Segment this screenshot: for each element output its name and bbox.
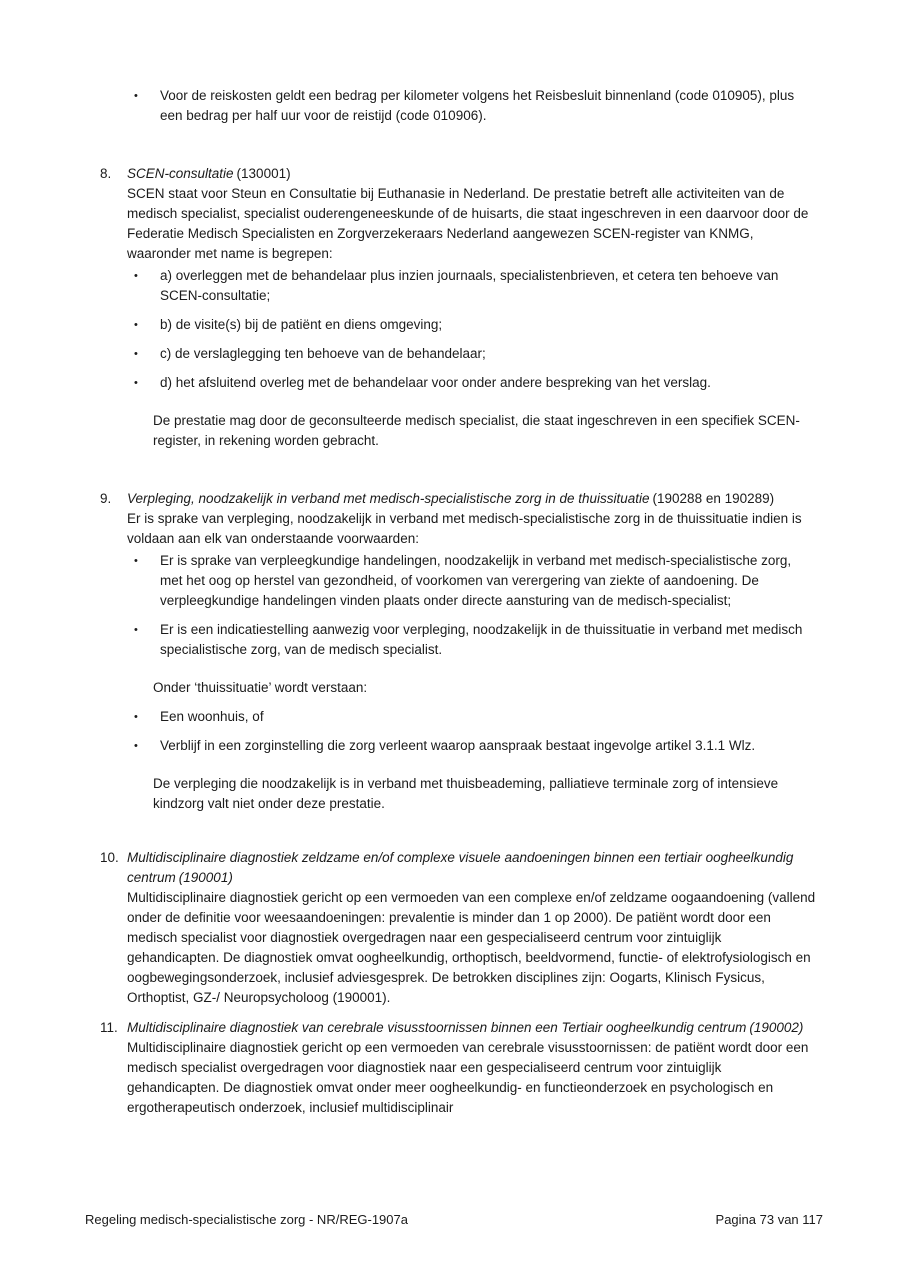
list-item-text: Een woonhuis, of	[160, 709, 264, 724]
bullet-marker: •	[134, 555, 138, 567]
bullet-marker: •	[134, 624, 138, 636]
paragraph: Onder ‘thuissituatie’ wordt verstaan:	[153, 680, 368, 695]
paragraph: De prestatie mag door de geconsulteerde medisch specialist, die staat ingeschreven in een specifiek SCEN-register, in rekening worden gebracht.	[153, 413, 800, 448]
item-code: (190002)	[749, 1020, 804, 1035]
bullet-list	[127, 707, 816, 756]
list-item-text: b) de visite(s) bij de patiënt en diens omgeving;	[160, 317, 443, 332]
item-number: 8.	[100, 166, 112, 181]
bullet-marker: •	[134, 319, 138, 331]
list-item-text: Er is een indicatiestelling aanwezig voor verpleging, noodzakelijk in de thuissituatie in verband met medisch specialistische zorg, van de medisch specialist.	[160, 622, 803, 657]
item-number: 11.	[100, 1020, 118, 1035]
item-title-row	[127, 489, 816, 509]
bullet-marker: •	[134, 90, 138, 102]
paragraph: Multidisciplinaire diagnostiek gericht op een vermoeden van cerebrale visusstoornissen: de patiënt wordt door een medisch specialist overgedragen voor diagnostiek naar een gespecialiseerd centrum voor zintuiglijk gehandicapten. De diagnostiek omvat onder meer oogheelkundig- en functieonderzoek en psychologisch en ergotherapeutisch onderzoek, inclusief multidisciplinair	[127, 1040, 809, 1115]
list-item	[127, 551, 816, 611]
intro-bullet-block	[100, 86, 816, 126]
paragraph: De verpleging die noodzakelijk is in verband met thuisbeademing, palliatieve terminale zorg of intensieve kindzorg valt niet onder deze prestatie.	[153, 776, 779, 811]
footer	[85, 1211, 823, 1229]
item-title-row	[127, 848, 816, 888]
item-code: (190288 en 190289)	[652, 491, 775, 506]
item-code: (130001)	[236, 166, 291, 181]
bullet-list	[127, 266, 816, 393]
list-item-text: Er is sprake van verpleegkundige handelingen, noodzakelijk in verband met medisch-specialistische zorg, met het oog op herstel van gezondheid, of voorkomen van verergering van ziekte of aandoening. De verpleegkundige handelingen vinden plaats onder directe aansturing van de medisch-specialist;	[160, 553, 792, 608]
item-number: 9.	[100, 491, 112, 506]
list-item-text: c) de verslaglegging ten behoeve van de behandelaar;	[160, 346, 486, 361]
list-item	[127, 707, 816, 727]
bullet-marker: •	[134, 740, 138, 752]
list-item	[127, 266, 816, 306]
paragraph: Multidisciplinaire diagnostiek gericht op een vermoeden van een complexe en/of zeldzame oogaandoening (vallend onder de definitie voor weesaandoeningen: prevalentie is minder dan 1 op 2000). De patiënt wordt door een medisch specialist voor diagnostiek overgedragen naar een gespecialiseerd centrum voor zintuiglijk gehandicapten. De diagnostiek omvat oogheelkundig, orthoptisch, beeldvormend, functie- of elektrofysiologisch en oogbewegingsonderzoek, inclusief adviesgesprek. De betrokken disciplines zijn: Oogarts, Klinisch Fysicus, Orthoptist, GZ-/ Neuropsycholoog (190001).	[127, 890, 816, 1005]
list-item-text: d) het afsluitend overleg met de behandelaar voor onder andere bespreking van het verslag.	[160, 375, 711, 390]
numbered-item-9	[100, 489, 816, 814]
item-title: Multidisciplinaire diagnostiek zeldzame en/of complexe visuele aandoeningen binnen een tertiair oogheelkundig centrum	[127, 850, 794, 885]
footer-page-number: Pagina 73 van 117	[715, 1212, 823, 1227]
bullet-list	[127, 551, 816, 660]
paragraph: SCEN staat voor Steun en Consultatie bij Euthanasie in Nederland. De prestatie betreft alle activiteiten van de medisch specialist, specialist ouderengeneeskunde of de huisarts, die staat ingeschreven in een daarvoor door de Federatie Medisch Specialisten en Zorgverzekeraars Nederland aangewezen SCEN-register van KNMG, waaronder met name is begrepen:	[127, 186, 809, 261]
list-item-text: Verblijf in een zorginstelling die zorg verleent waarop aanspraak bestaat ingevolge artikel 3.1.1 Wlz.	[160, 738, 756, 753]
item-code: (190001)	[178, 870, 233, 885]
bullet-marker: •	[134, 377, 138, 389]
item-title-row	[127, 1018, 816, 1038]
numbered-item-10	[100, 848, 816, 1008]
numbered-item-11	[100, 1018, 816, 1118]
bullet-marker: •	[134, 711, 138, 723]
page-content	[100, 0, 816, 1118]
footer-document-title: Regeling medisch-specialistische zorg - NR/REG-1907a	[85, 1212, 408, 1227]
list-item	[127, 620, 816, 660]
list-item	[127, 86, 816, 126]
item-title: Multidisciplinaire diagnostiek van cerebrale visusstoornissen binnen een Tertiair oogheelkundig centrum	[127, 1020, 747, 1035]
paragraph: Er is sprake van verpleging, noodzakelijk in verband met medisch-specialistische zorg in de thuissituatie indien is voldaan aan elk van onderstaande voorwaarden:	[127, 511, 802, 546]
item-number: 10.	[100, 850, 119, 865]
list-item	[127, 344, 816, 364]
list-item	[127, 315, 816, 335]
bullet-marker: •	[134, 270, 138, 282]
item-title-row	[127, 164, 816, 184]
spacer	[100, 86, 127, 126]
list-item-text: Voor de reiskosten geldt een bedrag per kilometer volgens het Reisbesluit binnenland (code 010905), plus een bedrag per half uur voor de reistijd (code 010906).	[160, 88, 795, 123]
item-title: Verpleging, noodzakelijk in verband met medisch-specialistische zorg in de thuissituatie	[127, 491, 650, 506]
numbered-item-8	[100, 164, 816, 451]
list-item	[127, 736, 816, 756]
item-title: SCEN-consultatie	[127, 166, 234, 181]
bullet-marker: •	[134, 348, 138, 360]
list-item	[127, 373, 816, 393]
list-item-text: a) overleggen met de behandelaar plus inzien journaals, specialistenbrieven, et cetera ten behoeve van SCEN-consultatie;	[160, 268, 779, 303]
